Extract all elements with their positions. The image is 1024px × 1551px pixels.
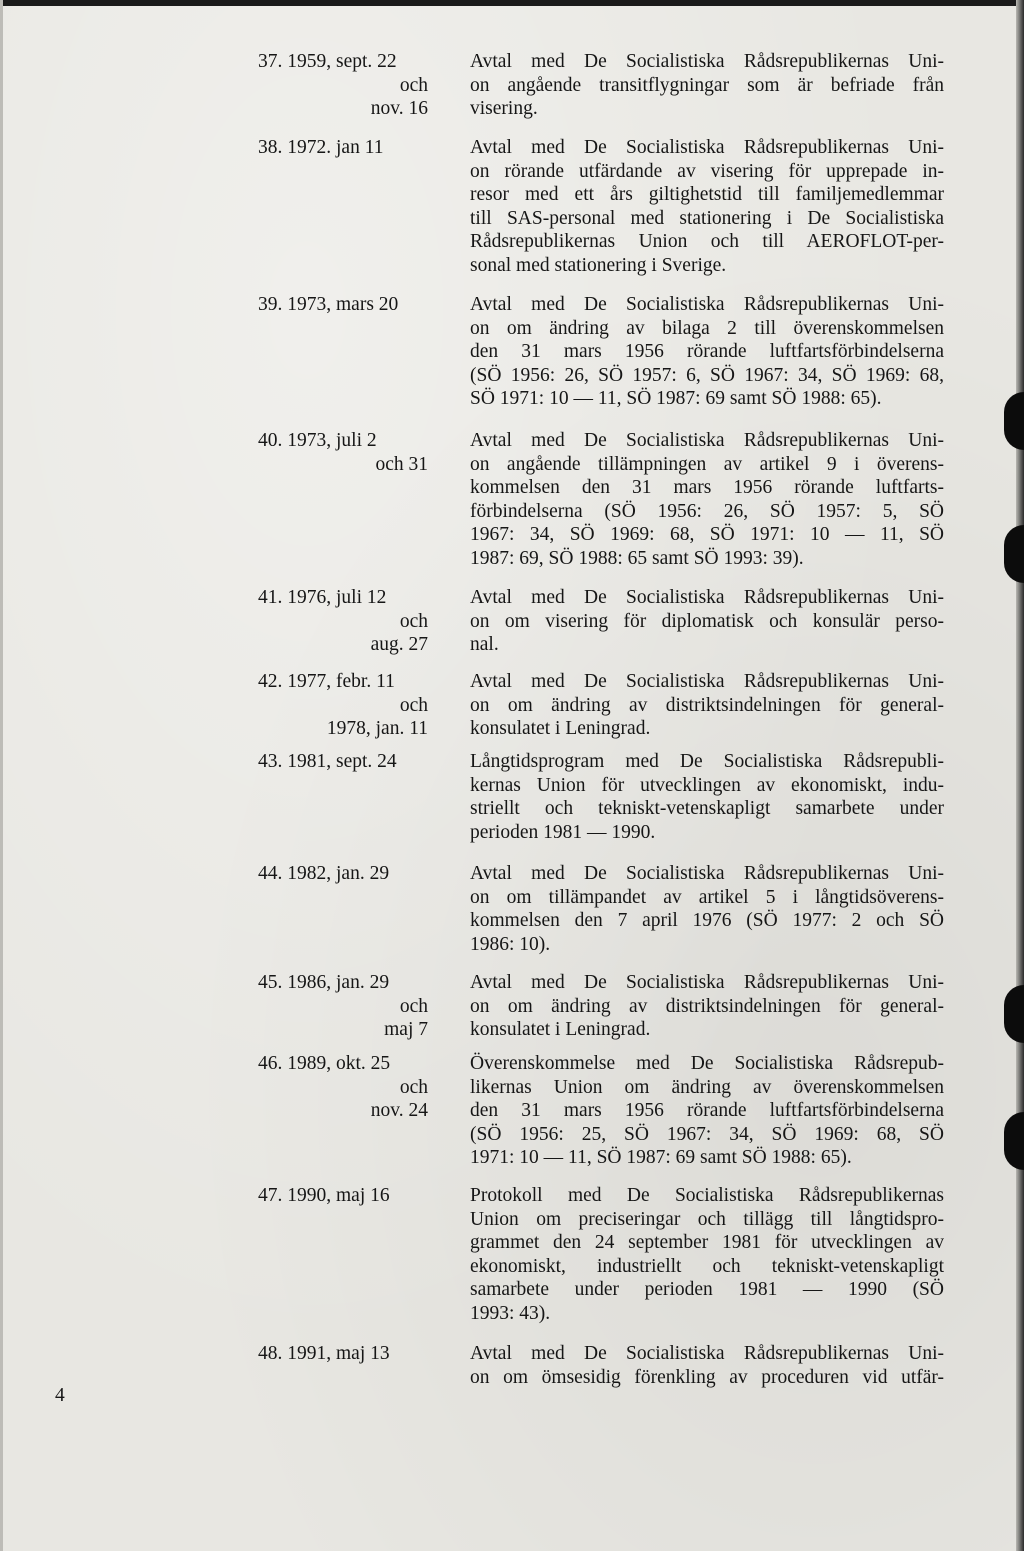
date-line: 48. 1991, maj 13 <box>258 1343 390 1364</box>
description-line: förbindelserna (SÖ 1956: 26, SÖ 1957: 5, SÖ <box>470 500 944 522</box>
date-line: 44. 1982, jan. 29 <box>258 863 390 884</box>
description-line: kommelsen den 31 mars 1956 rörande luftfarts- <box>470 477 944 498</box>
date-line: 41. 1976, juli 12 <box>258 587 387 608</box>
entry-description <box>470 750 944 844</box>
entry-description <box>470 1052 944 1170</box>
date-line: 47. 1990, maj 16 <box>258 1185 390 1206</box>
entry-description <box>470 1184 944 1325</box>
description-line: Avtal med De Socialistiska Rådsrepublikernas Uni- <box>470 51 944 72</box>
entry-date <box>258 750 430 774</box>
description-line: Avtal med De Socialistiska Rådsrepublikernas Uni- <box>470 294 944 315</box>
description-line: kommelsen den 7 april 1976 (SÖ 1977: 2 och SÖ <box>470 910 944 931</box>
description-line: Rådsrepublikernas Union och till AEROFLOT-per- <box>470 231 944 252</box>
entry-description <box>470 1342 944 1389</box>
description-line: konsulatet i Leningrad. <box>470 1019 651 1040</box>
description-line: striellt och tekniskt-vetenskapligt samarbete under <box>470 798 944 819</box>
entry-description <box>470 670 944 741</box>
entry-description <box>470 862 944 956</box>
description-line: den 31 mars 1956 rörande luftfartsförbindelserna <box>470 1100 944 1121</box>
description-line: till SAS-personal med stationering i De Socialistiska <box>470 207 944 229</box>
entry-description <box>470 429 944 570</box>
date-line: 42. 1977, febr. 11 <box>258 671 395 692</box>
description-line: on angående transitflygningar som är befriade från <box>470 74 944 96</box>
description-line: nal. <box>470 634 499 655</box>
date-line: 46. 1989, okt. 25 <box>258 1053 391 1074</box>
entry-date <box>258 1184 430 1208</box>
description-line: Långtidsprogram med De Socialistiska Rådsrepubli- <box>470 751 944 772</box>
description-line: ekonomiskt, industriellt och tekniskt-vetenskapligt <box>470 1255 944 1277</box>
date-line: 45. 1986, jan. 29 <box>258 972 390 993</box>
description-line: perioden 1981 — 1990. <box>470 821 656 843</box>
description-line: on angående tillämpningen av artikel 9 i överens- <box>470 453 944 475</box>
description-line: Avtal med De Socialistiska Rådsrepublikernas Uni- <box>470 587 944 608</box>
date-line: 38. 1972. jan 11 <box>258 137 384 158</box>
description-line: Protokoll med De Socialistiska Rådsrepublikernas <box>470 1185 944 1206</box>
description-line: on om tillämpandet av artikel 5 i långtidsöverens- <box>470 886 944 908</box>
date-line: maj 7 <box>384 1019 428 1040</box>
description-line: (SÖ 1956: 25, SÖ 1967: 34, SÖ 1969: 68, SÖ <box>470 1123 944 1145</box>
date-line: och <box>399 995 428 1017</box>
description-line: Avtal med De Socialistiska Rådsrepublikernas Uni- <box>470 137 944 158</box>
entry-description <box>470 293 944 411</box>
page-number: 4 <box>55 1385 65 1406</box>
description-line: likernas Union om ändring av överenskommelsen <box>470 1076 944 1098</box>
description-line: 1987: 69, SÖ 1988: 65 samt SÖ 1993: 39). <box>470 547 804 569</box>
date-line: 43. 1981, sept. 24 <box>258 751 397 772</box>
description-line: Avtal med De Socialistiska Rådsrepublikernas Uni- <box>470 671 944 692</box>
date-line: och <box>399 610 428 632</box>
description-line: SÖ 1971: 10 — 11, SÖ 1987: 69 samt SÖ 1988: 65). <box>470 388 882 409</box>
description-line: Avtal med De Socialistiska Rådsrepublikernas Uni- <box>470 430 944 451</box>
entry-date <box>258 971 430 1042</box>
description-line: (SÖ 1956: 26, SÖ 1957: 6, SÖ 1967: 34, SÖ 1969: 68, <box>470 364 944 386</box>
date-line: nov. 16 <box>370 98 428 119</box>
description-line: den 31 mars 1956 rörande luftfartsförbindelserna <box>470 341 944 362</box>
description-line: Avtal med De Socialistiska Rådsrepublikernas Uni- <box>470 1343 944 1364</box>
description-line: on om visering för diplomatisk och konsulär perso- <box>470 610 944 632</box>
binder-hole-2 <box>1004 525 1024 583</box>
binder-hole-3 <box>1004 985 1024 1043</box>
description-line: samarbete under perioden 1981 — 1990 (SÖ <box>470 1279 944 1300</box>
entry-date <box>258 670 430 741</box>
date-line: och 31 <box>375 453 428 475</box>
scan-edge-right <box>1016 0 1024 1551</box>
date-line: 1978, jan. 11 <box>326 718 428 739</box>
description-line: visering. <box>470 98 538 119</box>
description-line: sonal med stationering i Sverige. <box>470 254 727 276</box>
entry-date <box>258 1052 430 1123</box>
entry-date <box>258 50 430 121</box>
description-line: on rörande utfärdande av visering för upprepade in- <box>470 160 944 182</box>
entry-date <box>258 293 430 317</box>
date-line: och <box>399 74 428 96</box>
description-line: Avtal med De Socialistiska Rådsrepublikernas Uni- <box>470 863 944 884</box>
entry-date <box>258 1342 430 1366</box>
description-line: on om ändring av distriktsindelningen för general- <box>470 694 944 716</box>
entry-date <box>258 136 430 160</box>
description-line: 1967: 34, SÖ 1969: 68, SÖ 1971: 10 — 11, SÖ <box>470 524 944 545</box>
description-line: kernas Union för utvecklingen av ekonomiskt, indu- <box>470 774 944 796</box>
date-line: aug. 27 <box>370 634 428 655</box>
date-line: 39. 1973, mars 20 <box>258 294 399 315</box>
description-line: Union om preciseringar och tillägg till långtidspro- <box>470 1208 944 1230</box>
entry-description <box>470 50 944 121</box>
entry-description <box>470 971 944 1042</box>
binder-hole-1 <box>1004 392 1024 450</box>
description-line: konsulatet i Leningrad. <box>470 718 651 739</box>
description-line: resor med ett års giltighetstid till familjemedlemmar <box>470 184 944 205</box>
date-line: och <box>399 1076 428 1098</box>
description-line: on om ändring av distriktsindelningen för general- <box>470 995 944 1017</box>
entry-date <box>258 586 430 657</box>
binder-hole-4 <box>1004 1112 1024 1170</box>
entry-date <box>258 429 430 476</box>
description-line: Överenskommelse med De Socialistiska Rådsrepub- <box>470 1053 944 1074</box>
description-line: 1986: 10). <box>470 933 551 955</box>
description-line: grammet den 24 september 1981 för utvecklingen av <box>470 1232 944 1253</box>
date-line: nov. 24 <box>370 1100 428 1121</box>
scan-edge-left <box>0 0 3 1551</box>
description-line: on om ändring av bilaga 2 till överenskommelsen <box>470 317 944 339</box>
entry-date <box>258 862 430 886</box>
date-line: 37. 1959, sept. 22 <box>258 51 397 72</box>
description-line: 1993: 43). <box>470 1302 551 1324</box>
entry-description <box>470 586 944 657</box>
entry-description <box>470 136 944 277</box>
date-line: 40. 1973, juli 2 <box>258 430 377 451</box>
date-line: och <box>399 694 428 716</box>
description-line: 1971: 10 — 11, SÖ 1987: 69 samt SÖ 1988: 65). <box>470 1147 852 1168</box>
description-line: on om ömsesidig förenkling av proceduren vid utfär- <box>470 1366 944 1388</box>
description-line: Avtal med De Socialistiska Rådsrepublikernas Uni- <box>470 972 944 993</box>
scan-edge-top <box>0 0 1024 6</box>
